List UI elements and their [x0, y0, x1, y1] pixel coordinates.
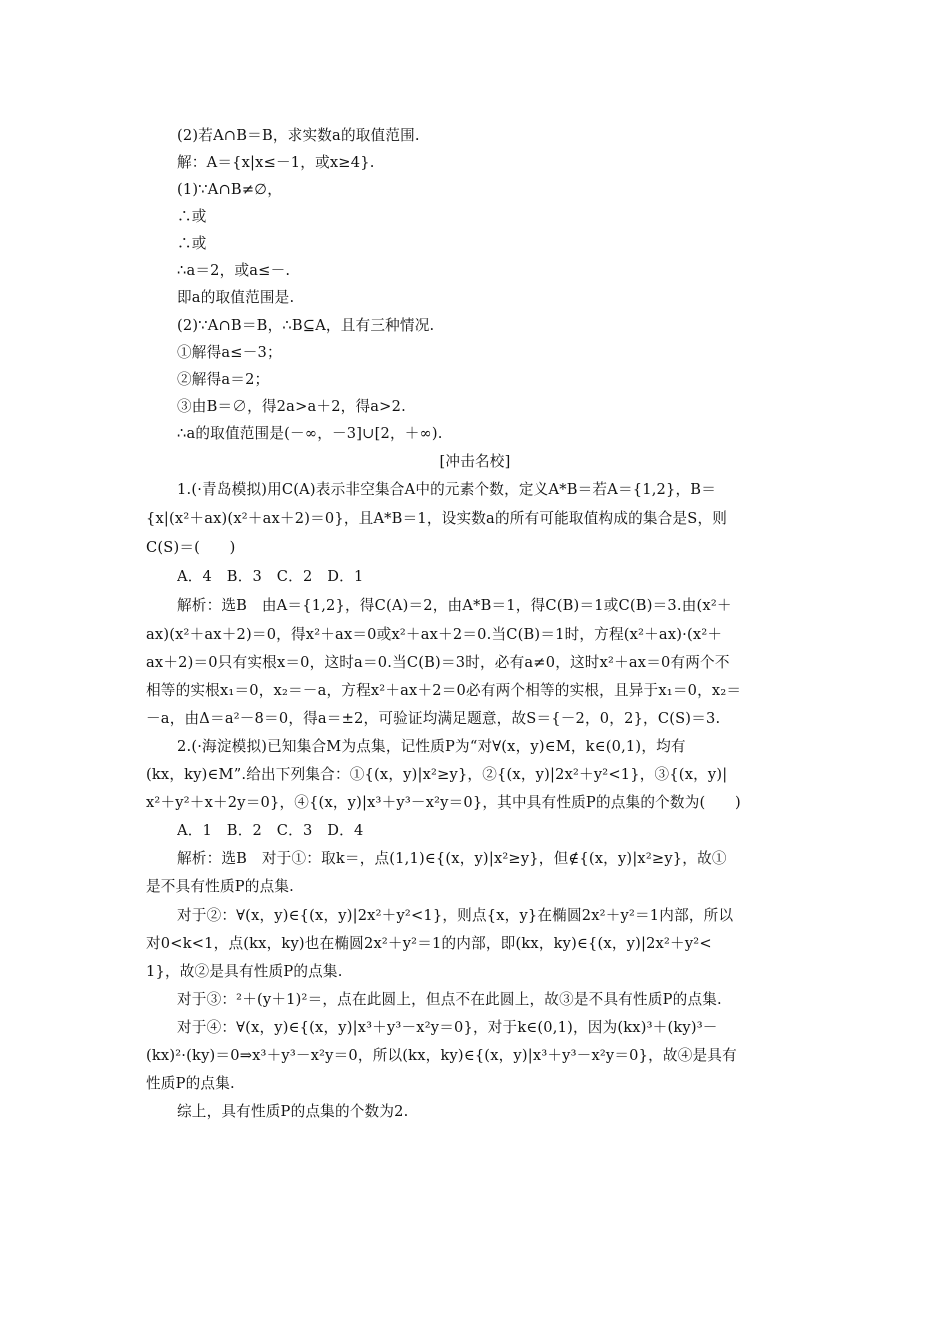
- text-line: ∴或: [177, 235, 207, 252]
- text-line: 对0<k<1，点(kx，ky)也在椭圆2x²＋y²＝1的内部，即(kx，ky)∈{(x，y)|2x²＋y²<: [146, 935, 712, 952]
- text-line: 对于④：∀(x，y)∈{(x，y)|x³＋y³－x²y＝0}，对于k∈(0,1)，因为(kx)³＋(ky)³－: [177, 1019, 718, 1036]
- answer-options: A．4 B．3 C．2 D．1: [177, 568, 364, 585]
- text-line: ∴a＝2，或a≤－.: [177, 262, 291, 279]
- text-line: (1)∵A∩B≠∅，: [177, 181, 282, 198]
- text-line: 相等的实根x₁＝0，x₂＝－a，方程x²＋ax＋2＝0必有两个相等的实根，且异于x₁＝0，x₂＝: [146, 682, 742, 699]
- text-line: 综上，具有性质P的点集的个数为2.: [177, 1103, 409, 1120]
- text-line: C(S)＝( ): [146, 539, 236, 556]
- answer-options: A．1 B．2 C．3 D．4: [177, 822, 364, 839]
- text-line: ax)(x²＋ax＋2)＝0，得x²＋ax＝0或x²＋ax＋2＝0.当C(B)＝1时，方程(x²＋ax)·(x²＋: [146, 626, 723, 643]
- text-line: x²＋y²＋x＋2y＝0}，④{(x，y)|x³＋y³－x²y＝0}，其中具有性质P的点集的个数为( ): [146, 794, 741, 811]
- text-line: 即a的取值范围是.: [177, 289, 295, 306]
- text-line: 2.(·海淀模拟)已知集合M为点集，记性质P为“对∀(x，y)∈M，k∈(0,1)，均有: [177, 738, 686, 755]
- section-heading: [冲击名校]: [439, 453, 511, 470]
- text-line: 性质P的点集.: [146, 1075, 235, 1092]
- text-line: ∴a的取值范围是(－∞，－3]∪[2，＋∞).: [177, 425, 443, 442]
- text-line: 解析：选B 由A＝{1,2}，得C(A)＝2，由A*B＝1，得C(B)＝1或C(B)＝3.由(x²＋: [177, 597, 732, 614]
- text-line: (2)∵A∩B＝B，∴B⊆A，且有三种情况.: [177, 317, 435, 334]
- text-line: (2)若A∩B＝B，求实数a的取值范围.: [177, 127, 420, 144]
- text-line: 1.(·青岛模拟)用C(A)表示非空集合A中的元素个数，定义A*B＝若A＝{1,2}，B＝: [177, 481, 717, 498]
- text-line: 1}，故②是具有性质P的点集.: [146, 963, 343, 980]
- text-line: 是不具有性质P的点集.: [146, 878, 295, 895]
- text-line: ①解得a≤－3；: [177, 344, 282, 361]
- text-line: ③由B＝∅，得2a>a＋2，得a>2.: [177, 398, 406, 415]
- text-line: {x|(x²＋ax)(x²＋ax＋2)＝0}，且A*B＝1，设实数a的所有可能取值构成的集合是S，则: [146, 510, 728, 527]
- text-line: 对于②：∀(x，y)∈{(x，y)|2x²＋y²<1}，则点{x，y}在椭圆2x²＋y²＝1内部，所以: [177, 907, 734, 924]
- text-line: (kx)²·(ky)＝0⇒x³＋y³－x²y＝0，所以(kx，ky)∈{(x，y)|x³＋y³－x²y＝0}，故④是具有: [146, 1047, 737, 1064]
- text-line: －a，由Δ＝a²－8＝0，得a＝±2，可验证均满足题意，故S＝{－2，0，2}，C(S)＝3.: [146, 710, 721, 727]
- text-line: 解：A＝{x|x≤－1，或x≥4}.: [177, 154, 375, 171]
- text-line: 解析：选B 对于①：取k＝，点(1,1)∈{(x，y)|x²≥y}，但∉{(x，y)|x²≥y}，故①: [177, 850, 727, 867]
- text-line: 对于③：²＋(y＋1)²＝，点在此圆上，但点不在此圆上，故③是不具有性质P的点集.: [177, 991, 722, 1008]
- text-line: ∴或: [177, 208, 207, 225]
- text-line: (kx，ky)∈M”.给出下列集合：①{(x，y)|x²≥y}，②{(x，y)|2x²＋y²<1}，③{(x，y)|: [146, 766, 728, 783]
- text-line: ②解得a＝2；: [177, 371, 270, 388]
- text-line: ax＋2)＝0只有实根x＝0，这时a＝0.当C(B)＝3时，必有a≠0，这时x²＋ax＝0有两个不: [146, 654, 730, 671]
